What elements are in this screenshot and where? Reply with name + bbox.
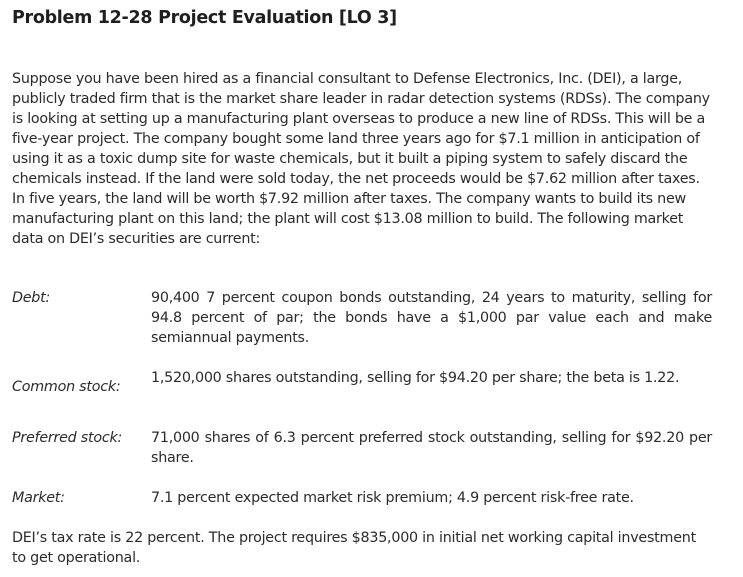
common-stock-description: 1,520,000 shares outstanding, selling for $94.20 per share; the beta is 1.22. — [151, 370, 680, 386]
preferred-stock-description: 71,000 shares of 6.3 percent preferred stock outstanding, selling for $92.20 per share. — [151, 430, 712, 466]
tax-rate-paragraph: DEI’s tax rate is 22 percent. The project requires $835,000 in initial net working capital investment to get operational. — [12, 530, 696, 566]
preferred-stock-label: Preferred stock: — [12, 430, 123, 446]
common-stock-label: Common stock: — [12, 379, 121, 395]
problem-intro-paragraph: Suppose you have been hired as a financial consultant to Defense Electronics, Inc. (DEI), a large, publicly traded firm that is the market share leader in radar detection systems (RDSs). The company is looking at setting up a manufacturing plant overseas to produce a new line of RDSs. This will be a five-year project. The company bought some land three years ago for $7.1 million in anticipation of using it as a toxic dump site for waste chemicals, but it built a piping system to safely discard the chemicals instead. If the land were sold today, the net proceeds would be $7.62 million after taxes. In five years, the land will be worth $7.92 million after taxes. The company wants to build its new manufacturing plant on this land; the plant will cost $13.08 million to build. The following market data on DEI’s securities are current: — [12, 71, 710, 247]
debt-description: 90,400 7 percent coupon bonds outstanding, 24 years to maturity, selling for 94.8 percent of par; the bonds have a $1,000 par value each and make semiannual payments. — [151, 290, 712, 346]
problem-title: Problem 12-28 Project Evaluation [LO 3] — [12, 8, 397, 28]
market-description: 7.1 percent expected market risk premium; 4.9 percent risk-free rate. — [151, 490, 634, 506]
market-label: Market: — [12, 490, 65, 506]
debt-label: Debt: — [12, 290, 51, 306]
